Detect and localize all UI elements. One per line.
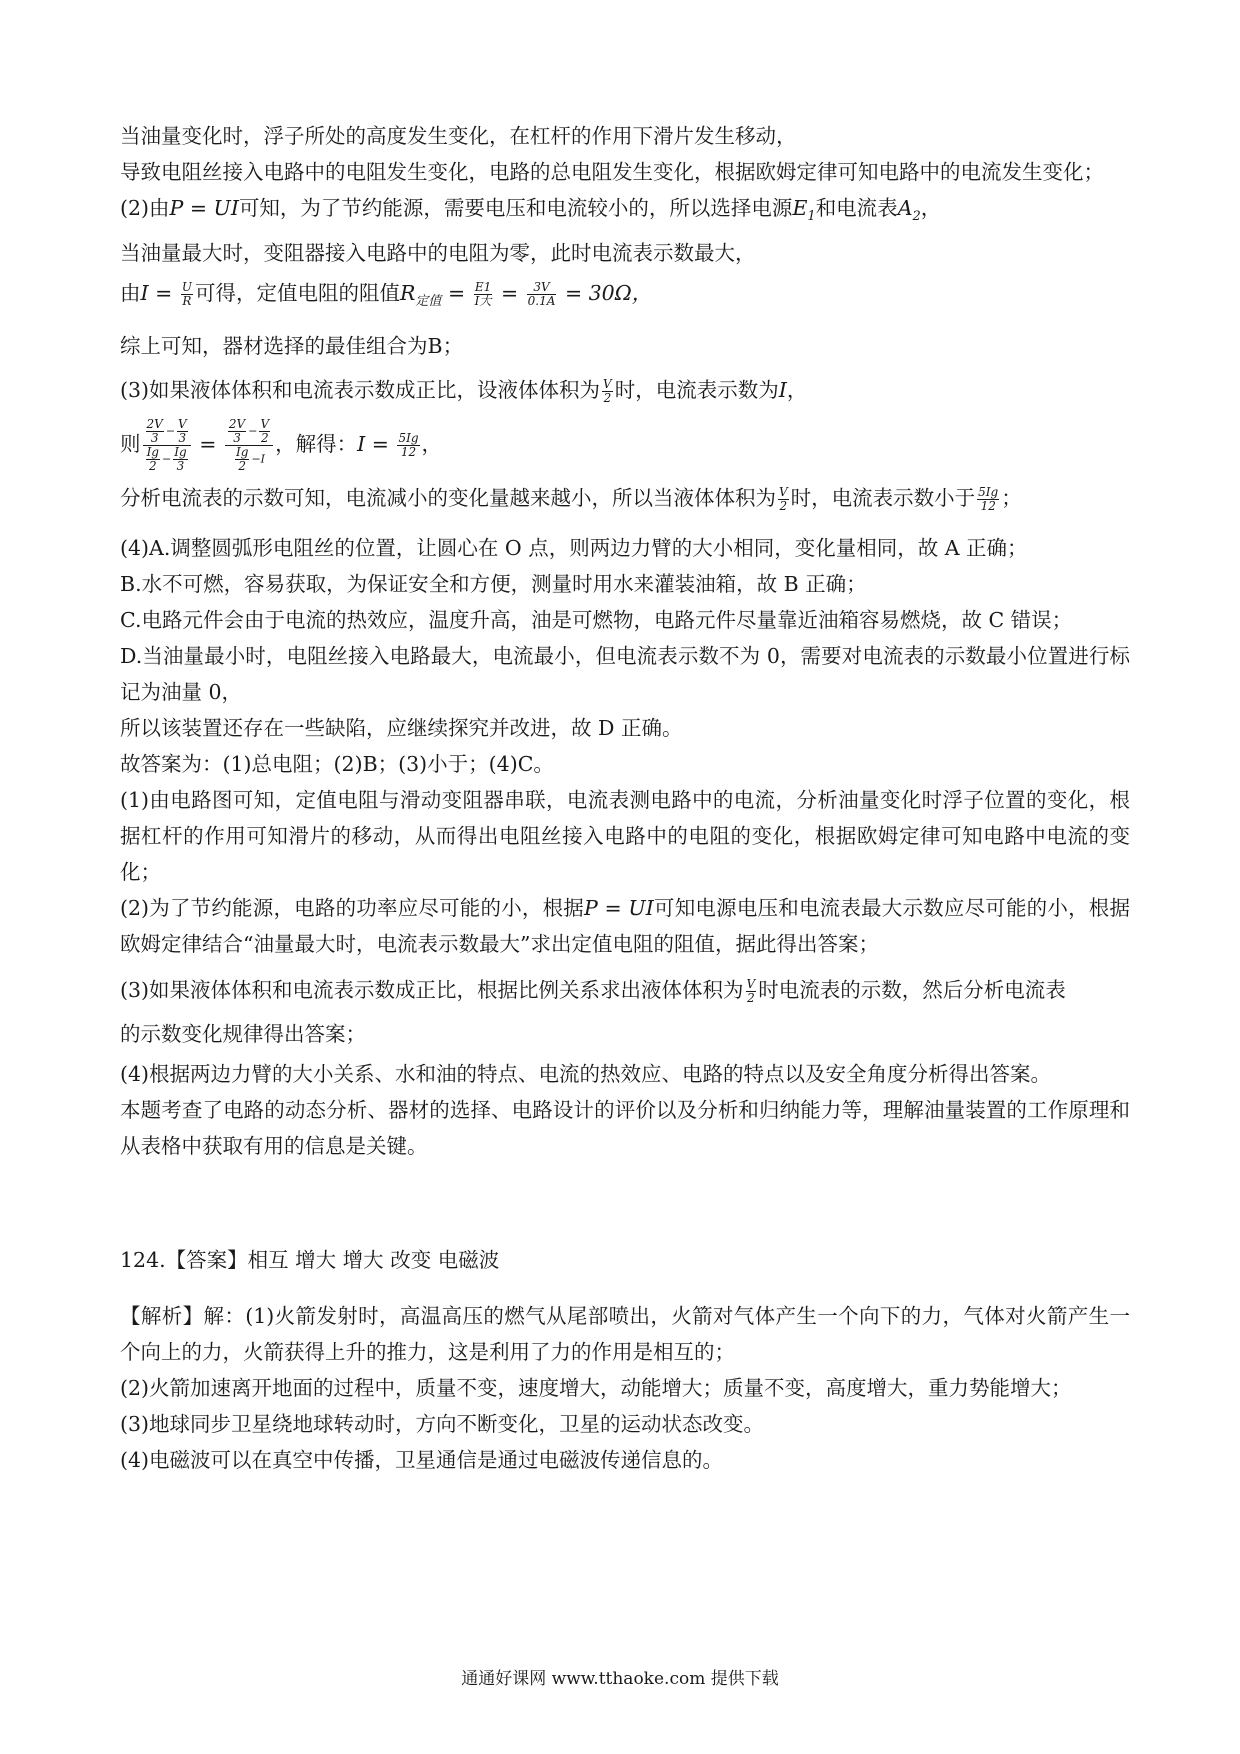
footer-watermark: 通通好课网 www.tthaoke.com 提供下载 [461,1669,779,1689]
text-fragment: 可得，定值电阻的阻值 [194,281,400,305]
text-line: C.电路元件会由于电流的热效应，温度升高，油是可燃物，电路元件尽量靠近油箱容易燃烧，故 C 错误； [120,608,1073,632]
text-fragment: ，解得： [275,432,358,456]
numerator: 5Ig [398,431,419,445]
denominator: 3 [176,459,185,473]
numerator: V [746,977,756,991]
numerator: V [178,417,187,431]
analysis-text: (4)电磁波可以在真空中传播，卫星通信是通过电磁波传递信息的。 [120,1448,724,1472]
subscript: 2 [912,209,921,224]
numerator: 3V [527,281,557,295]
text-line: 故答案为：(1)总电阻；(2)B；(3)小于；(4)C。 [120,752,554,776]
numerator: E1 [474,280,492,294]
formula: I = [140,281,173,305]
text-line: 综上可知，器材选择的最佳组合为B； [120,334,464,358]
denominator: 3 [150,431,159,445]
text-line: (4)根据两边力臂的大小关系、水和油的特点、电流的热效应、电路的特点以及安全角度分析得出答案。 [120,1062,1052,1086]
analysis-text: (2)火箭加速离开地面的过程中，质量不变，速度增大，动能增大；质量不变，高度增大，重力势能增大； [120,1376,1072,1400]
text-line: 所以该装置还存在一些缺陷，应继续探究并改进，故 D 正确。 [120,716,683,740]
text-line [120,890,1130,962]
fraction [977,486,999,513]
fraction [181,281,193,308]
denominator: 2 [779,499,788,513]
text-fragment: 则 [120,432,141,456]
answer-heading: 124.【答案】相互 增大 增大 改变 电磁波 [120,1248,500,1272]
numerator: 2V [228,417,246,431]
text-fragment: ， [421,432,443,456]
text-fragment: 时电流表的示数，然后分析电流表 [758,978,1066,1002]
symbol: I [260,452,266,466]
formula-line [120,271,1130,324]
denominator: 2 [238,459,247,473]
denominator: 3 [233,431,241,445]
text-fragment: (3)如果液体体积和电流表示数成正比，根据比例关系求出液体体积为 [120,978,744,1002]
text-line: 当油量变化时，浮子所处的高度发生变化，在杠杆的作用下滑片发生移动， [120,124,797,148]
denominator: 2 [148,459,157,473]
text-line [120,190,1130,235]
denominator: $\frac{Ig}{2}$ − $\frac{Ig}{3}$ [146,445,187,473]
text-line: 本题考查了电路的动态分析、器材的选择、电路设计的评价以及分析和归纳能力等，理解油量装置的工作原理和从表格中获取有用的信息是关键。 [120,1098,1130,1158]
analysis-text: 【解析】解：(1)火箭发射时，高温高压的燃气从尾部喷出，火箭对气体产生一个向下的力，气体对火箭产生一个向上的力，火箭获得上升的推力，这是利用了力的作用是相互的； [120,1304,1130,1364]
fraction [778,486,789,513]
text-line: (1)由电路图可知，定值电阻与滑动变阻器串联，电流表测电路中的电流，分析油量变化时浮子位置的变化，根据杠杆的作用可知滑片的移动，从而得出电阻丝接入电路中的电阻的变化，根据欧姆定律可知电路中电流的变化； [120,788,1130,884]
denominator: $\frac{Ig}{2}$ −I [236,445,266,473]
text-line [120,476,1130,520]
text-fragment: (2)由 [120,196,170,220]
text-fragment: 时，电流表示数小于 [790,486,976,510]
text-fragment: (3)如果液体体积和电流表示数成正比，设液体体积为 [120,378,601,402]
fraction [602,378,613,405]
fraction [746,978,757,1005]
numerator: V [779,485,788,499]
symbol: I [778,378,787,402]
compound-fraction [143,418,191,473]
symbol: E [792,196,808,220]
compound-fraction [225,418,273,473]
numerator: $\frac{2V}{3}$ − $\frac{V}{2}$ [225,418,273,446]
text-line: 的示数变化规律得出答案； [120,1022,366,1046]
fraction [474,281,493,308]
text-line: B.水不可燃，容易获取，为保证安全和方便，测量时用水来灌装油箱，故 B 正确； [120,572,867,596]
solution-content [120,118,1130,1478]
fraction [235,446,249,473]
numerator: Ig [146,445,159,459]
text-fragment: (2)为了节约能源，电路的功率应尽可能的小，根据 [120,896,585,920]
operator: = [447,281,466,305]
symbol: A [897,196,913,220]
denominator: R [182,294,192,308]
text-fragment: 可知电源电压和电流表最大示数应尽可能的小，根据欧姆定律结合“油量最大时，电流表示数最大”求出定值电阻的阻值，据此得出答案； [120,896,1130,956]
formula: P = UI [169,196,239,220]
text-fragment: ； [1001,486,1022,510]
numerator: 5Ig [978,485,999,499]
numerator: Ig [236,445,249,459]
numerator: 2V [146,417,163,431]
text-line: D.当油量最小时，电阻丝接入电路最大，电流最小，但电流表示数不为 0，需要对电流表的示数最小位置进行标记为油量 0， [120,644,1130,704]
symbol: R [399,281,416,305]
numerator: $\frac{2V}{3}$ − $\frac{V}{3}$ [143,418,191,446]
text-line: 导致电阻丝接入电路中的电阻发生变化，电路的总电阻发生变化，根据欧姆定律可知电路中的电流发生变化； [120,160,1104,184]
fraction [228,418,246,445]
formula-line: 则 $\frac{2V}{3}$ − $\frac{V}{3}$ $\frac{Ig}{2}$ − $\frac{Ig}{3}$ = $\frac{2V}{3}$ − $\frac{V}{2}$ $\frac{Ig}{2}$ −I ，解得：I = $\frac{5Ig}{12}$ ， [120,417,443,473]
text-fragment: ， [920,196,942,220]
numerator: Ig [174,445,187,459]
fraction [259,418,270,445]
text-fragment: 由 [120,281,141,305]
fraction [146,446,160,473]
text-line: (4)A.调整圆弧形电阻丝的位置，让圆心在 O 点，则两边力臂的大小相同，变化量相同，故 A 正确； [120,536,1028,560]
text-fragment: 分析电流表的示数可知，电流减小的变化量越来越小，所以当液体体积为 [120,486,776,510]
denominator: 2 [260,431,269,445]
denominator: 12 [980,499,996,513]
numerator: V [260,417,270,431]
formula: I = [357,432,389,456]
formula: P = UI [584,896,654,920]
fraction [177,418,188,445]
operator: = [500,281,519,305]
text-fragment: 和电流表 [815,196,898,220]
text-line: 当油量最大时，变阻器接入电路中的电阻为零，此时电流表示数最大， [120,241,756,265]
fraction [397,432,419,459]
denominator: 0.1A [527,294,556,308]
analysis-text: (3)地球同步卫星绕地球转动时，方向不断变化，卫星的运动状态改变。 [120,1412,765,1436]
numerator: U [181,280,192,294]
subscript: 定值 [415,294,442,309]
text-fragment: ， [786,378,808,402]
denominator: I大 [474,294,492,308]
denominator: 3 [178,431,187,445]
text-fragment: 可知，为了节约能源，需要电压和电流较小的，所以选择电源 [238,196,793,220]
text-line [120,968,1130,1012]
formula: = 30Ω， [564,281,653,305]
text-fragment: 时，电流表示数为 [614,378,779,402]
subscript: 1 [807,209,816,224]
denominator: 12 [400,445,417,459]
fraction [527,281,557,308]
denominator: 2 [603,391,612,405]
text-line [120,368,1130,412]
denominator: 2 [747,991,755,1005]
fraction [173,446,187,473]
fraction [146,418,164,445]
numerator: V [603,377,612,391]
